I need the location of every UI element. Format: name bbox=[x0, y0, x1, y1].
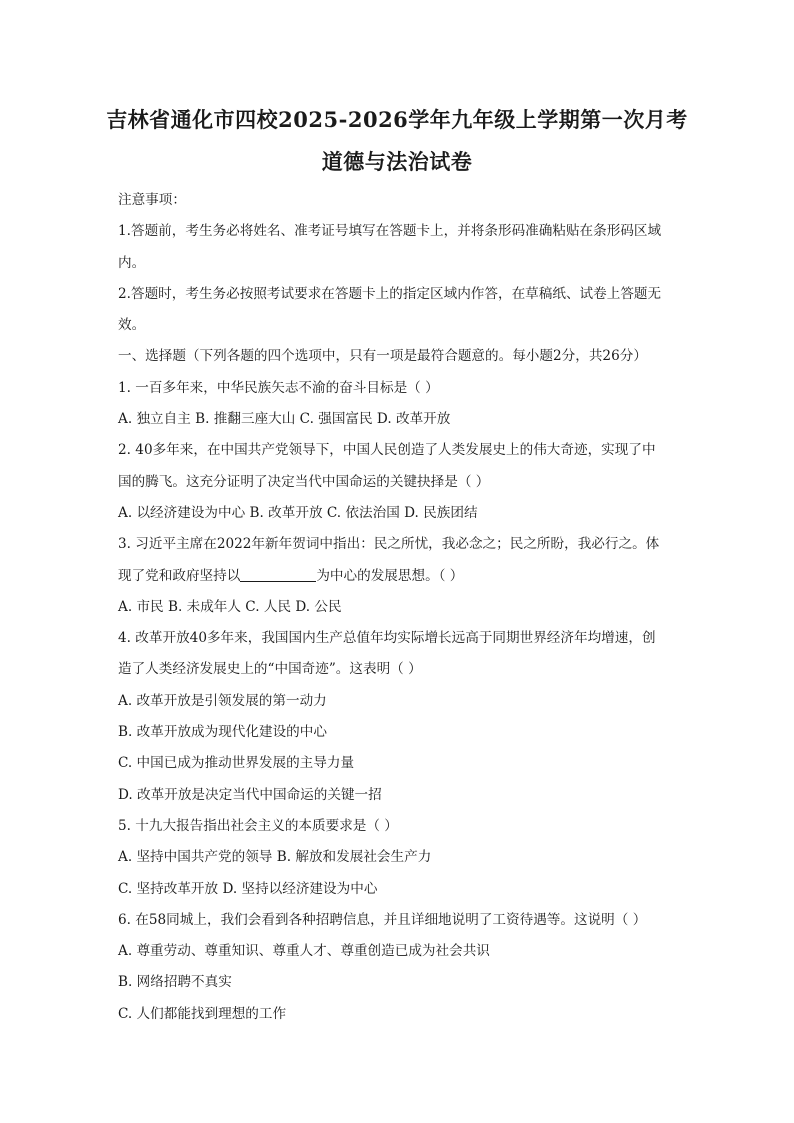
question-1-stem: 1. 一百多年来，中华民族矢志不渝的奋斗目标是（ ） bbox=[118, 379, 439, 396]
question-4-option-c: C. 中国已成为推动世界发展的主导力量 bbox=[118, 755, 355, 772]
question-3-stem-line2 bbox=[118, 561, 678, 592]
question-4-option-d: D. 改革开放是决定当代中国命运的关键一招 bbox=[118, 786, 382, 803]
question-3-stem-line1: 3. 习近平主席在2022年新年贺词中指出：民之所忧，我必念之；民之所盼，我必行之。体 bbox=[118, 536, 660, 553]
exam-title-line1: 吉林省通化市四校2025-2026学年九年级上学期第一次月考 bbox=[106, 107, 688, 132]
question-6-option-a: A. 尊重劳动、尊重知识、尊重人才、尊重创造已成为社会共识 bbox=[118, 943, 490, 960]
question-3-stem-post: 为中心的发展思想。（ ） bbox=[316, 567, 464, 584]
question-3-stem-pre: 现了党和政府坚持以 bbox=[118, 567, 241, 584]
section-heading: 一、选择题（下列各题的四个选项中，只有一项是最符合题意的。每小题2分，共26分） bbox=[118, 348, 647, 365]
question-4-option-a: A. 改革开放是引领发展的第一动力 bbox=[118, 692, 327, 709]
notice-heading: 注意事项： bbox=[118, 192, 186, 208]
question-4-stem-line2: 造了人类经济发展史上的“中国奇迹”。这表明（ ） bbox=[118, 661, 422, 678]
question-1-options: A. 独立自主 B. 推翻三座大山 C. 强国富民 D. 改革开放 bbox=[118, 411, 451, 428]
question-4-option-b: B. 改革开放成为现代化建设的中心 bbox=[118, 724, 327, 741]
exam-content bbox=[118, 185, 678, 1030]
question-6-option-c: C. 人们都能找到理想的工作 bbox=[118, 1005, 287, 1022]
question-2-options: A. 以经济建设为中心 B. 改革开放 C. 依法治国 D. 民族团结 bbox=[118, 504, 478, 521]
question-6-option-b: B. 网络招聘不真实 bbox=[118, 974, 232, 991]
notice-item-2-line2: 效。 bbox=[118, 317, 146, 334]
question-3-options: A. 市民 B. 未成年人 C. 人民 D. 公民 bbox=[118, 598, 342, 615]
notice-item-2-line1: 2.答题时，考生务必按照考试要求在答题卡上的指定区域内作答，在草稿纸、试卷上答题无 bbox=[118, 285, 662, 302]
exam-title-line2: 道德与法治试卷 bbox=[321, 149, 473, 174]
question-5-options-line2: C. 坚持改革开放 D. 坚持以经济建设为中心 bbox=[118, 880, 378, 897]
notice-item-1-line1: 1.答题前，考生务必将姓名、准考证号填写在答题卡上，并将条形码准确粘贴在条形码区域 bbox=[118, 223, 662, 240]
notice-item-1-line2: 内。 bbox=[118, 254, 146, 271]
question-6-stem: 6. 在58同城上，我们会看到各种招聘信息，并且详细地说明了工资待遇等。这说明（ ） bbox=[118, 911, 647, 928]
question-5-options-line1: A. 坚持中国共产党的领导 B. 解放和发展社会生产力 bbox=[118, 849, 432, 866]
fill-in-blank bbox=[240, 566, 316, 582]
question-4-stem-line1: 4. 改革开放40多年来，我国国内生产总值年均实际增长远高于同期世界经济年均增速，创 bbox=[118, 630, 656, 647]
question-2-stem-line2: 国的腾飞。这充分证明了决定当代中国命运的关键抉择是（ ） bbox=[118, 473, 490, 490]
question-2-stem-line1: 2. 40多年来，在中国共产党领导下，中国人民创造了人类发展史上的伟大奇迹，实现了中 bbox=[118, 442, 656, 459]
question-5-stem: 5. 十九大报告指出社会主义的本质要求是（ ） bbox=[118, 817, 398, 834]
